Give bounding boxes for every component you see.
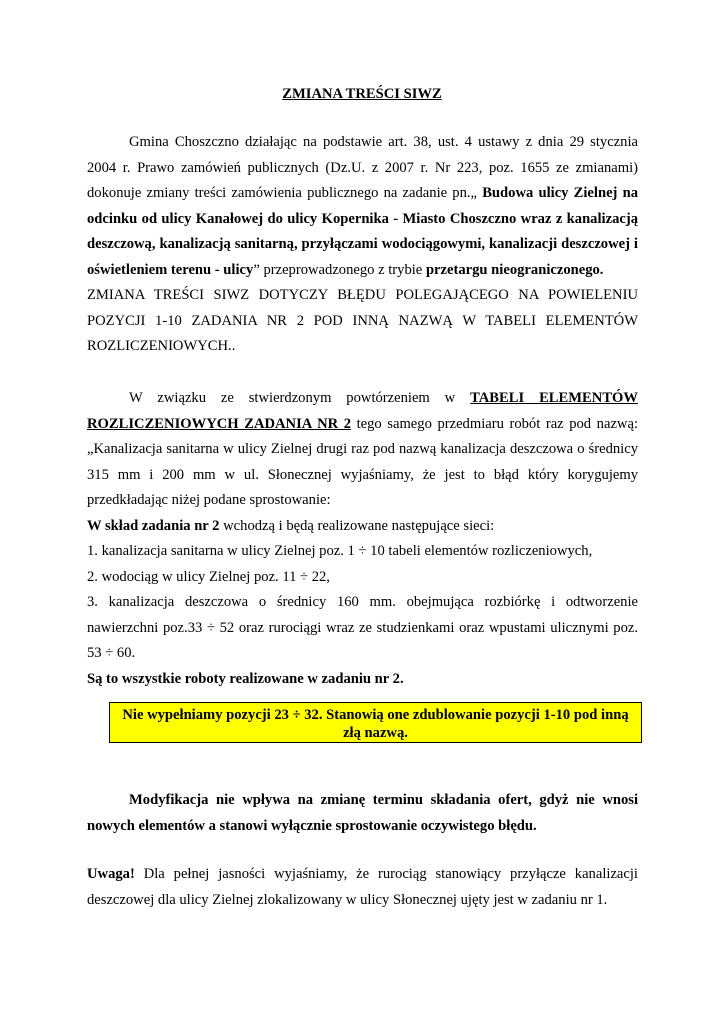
remark-label: Uwaga! [87, 866, 135, 882]
summary-line: Są to wszystkie roboty realizowane w zadaniu nr 2. [87, 670, 404, 687]
scope-text: wchodzą i będą realizowane następujące sieci: [219, 517, 495, 534]
remark-paragraph [87, 862, 638, 913]
explanation-text: W związku ze stwierdzonym powtórzeniem w [129, 390, 471, 406]
list-item: 3. kanalizacja deszczowa o średnicy 160 mm. obejmująca rozbiórkę i odtworzenie nawierzchni poz.33 ÷ 52 oraz rurociągi wraz ze studzienkami oraz wpustami ulicznymi poz. 53 ÷ 60. [87, 594, 638, 661]
explanation-paragraph [87, 386, 638, 514]
notice-line-2: złą nazwą. [343, 725, 408, 741]
procedure-mode: przetargu nieograniczonego. [425, 261, 604, 278]
table-reference: TABELI ELEMENTÓW ROZLICZENIOWYCH ZADANIA NR 2 [87, 390, 638, 432]
project-name: Budowa ulicy Zielnej na odcinku od ulicy Kanałowej do ulicy Kopernika - Miasto Choszczno wraz z kanalizacją deszczową, kanalizacją sanitarną, przyłączami wodociągowymi, kanalizacji deszczowej i oświetleniem terenu - ulicy [87, 185, 639, 278]
modification-note: Modyfikacja nie wpływa na zmianę terminu składania ofert, gdyż nie wnosi nowych elementów a stanowi wyłącznie sprostowanie oczywistego błędu. [87, 792, 638, 834]
scope-label: W skład zadania nr 2 [87, 517, 220, 534]
explanation-section [87, 386, 638, 692]
notice-line-1: Nie wypełniamy pozycji 23 ÷ 32. Stanowią one zdublowanie pozycji 1-10 pod inną [122, 707, 629, 723]
list-item: 2. wodociąg w ulicy Zielnej poz. 11 ÷ 22, [87, 568, 330, 585]
remark-text: Dla pełnej jasności wyjaśniamy, że rurociąg stanowiący przyłącze kanalizacji deszczowej dla ulicy Zielnej zlokalizowany w ulicy Słonecznej ujęty jest w zadaniu nr 1. [87, 866, 638, 908]
change-statement: ZMIANA TREŚCI SIWZ DOTYCZY BŁĘDU POLEGAJĄCEGO NA POWIELENIU POZYCJI 1-10 ZADANIA NR 2 POD INNĄ NAZWĄ W TABELI ELEMENTÓW ROZLICZENIOWYCH.. [87, 287, 638, 354]
highlighted-notice [109, 702, 642, 743]
list-item: 1. kanalizacja sanitarna w ulicy Zielnej poz. 1 ÷ 10 tabeli elementów rozliczeniowych, [87, 543, 593, 559]
intro-section [87, 130, 638, 360]
intro-text: Gmina Choszczno działając na podstawie art. 38, ust. 4 ustawy z dnia 29 stycznia 2004 r. Prawo zamówień publicznych (Dz.U. z 2007 r. Nr 223, poz. 1655 ze zmianami) dokonuje zmiany treści zamówienia publicznego na zadanie pn.„ [87, 134, 638, 201]
intro-text-2: ” przeprowadzonego z trybie [253, 261, 426, 278]
scope-line [87, 514, 638, 540]
intro-paragraph [87, 130, 638, 283]
explanation-text-2: tego samego przedmiaru robót raz pod nazwą: „Kanalizacja sanitarna w ulicy Zielnej drugi raz pod nazwą kanalizacja deszczowa o średnicy 315 mm i 200 mm w ul. Słonecznej wyjaśniamy, że jest to błąd który korygujemy przedkładając niżej podane sprostowanie: [87, 415, 638, 508]
page-title: ZMIANA TREŚCI SIWZ [282, 86, 442, 102]
